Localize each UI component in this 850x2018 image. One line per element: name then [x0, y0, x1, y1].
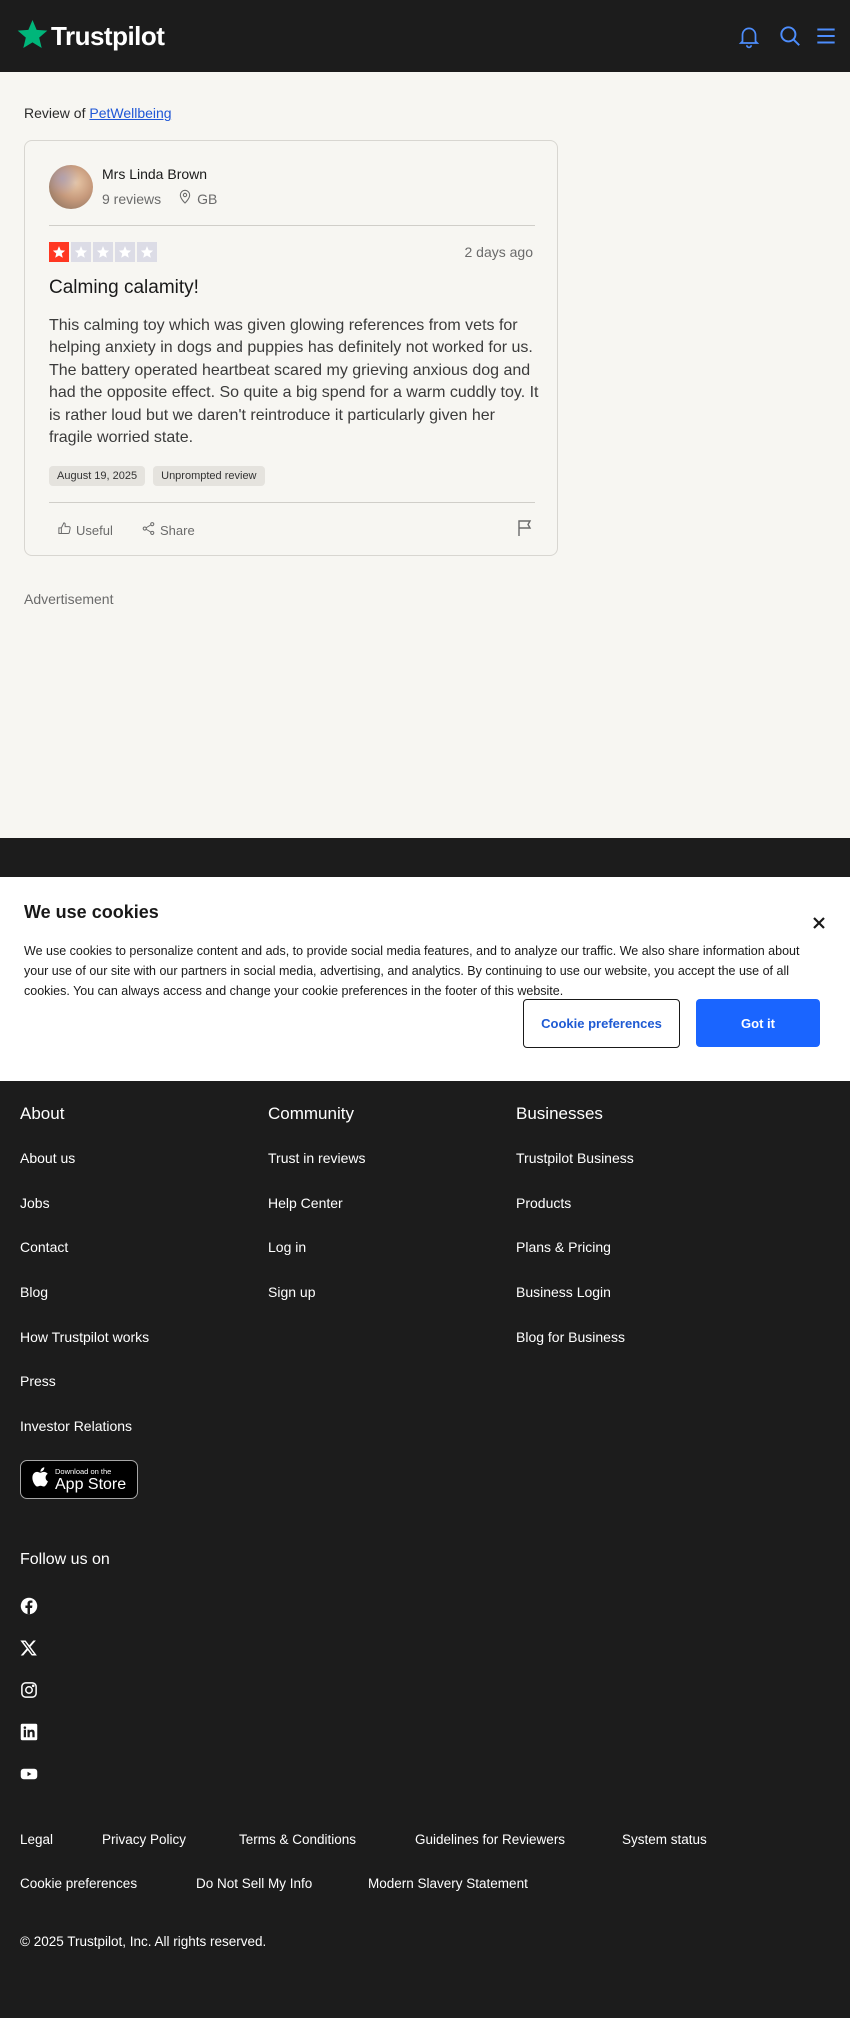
footer-link-business-login[interactable]: Business Login — [516, 1284, 611, 1300]
star-icon — [93, 242, 113, 262]
divider — [49, 502, 535, 503]
thumbs-up-icon — [57, 521, 76, 539]
review-title: Calming calamity! — [49, 277, 199, 298]
reviewer-location — [177, 189, 217, 208]
got-it-button[interactable]: Got it — [696, 999, 820, 1047]
flag-icon[interactable] — [517, 519, 533, 537]
cookie-preferences-button[interactable]: Cookie preferences — [523, 999, 680, 1048]
unprompted-review-chip[interactable]: Unprompted review — [153, 466, 264, 486]
search-icon[interactable] — [777, 23, 803, 49]
advertisement-label: Advertisement — [24, 591, 114, 607]
footer-cookie-preferences-link[interactable]: Cookie preferences — [20, 1876, 138, 1891]
footer-divider — [24, 1079, 389, 1081]
footer-do-not-sell-link[interactable]: Do Not Sell My Info — [196, 1876, 313, 1891]
site-header — [0, 0, 850, 72]
x-icon[interactable] — [20, 1639, 38, 1657]
cookie-text: We use cookies to personalize content and ads, to provide social media features, and to analyze our traffic. We also share information about your use of our site with our partners in social media, advertising, and analytics. By continuing to use our website, you accept the use of all cookies. You can always access and change your cookie preferences in the footer of this website. — [24, 944, 800, 998]
useful-label: Useful — [76, 522, 113, 538]
follow-us-title: Follow us on — [20, 1551, 110, 1568]
close-icon[interactable] — [812, 916, 826, 930]
main-content — [0, 72, 850, 838]
review-tags — [49, 466, 273, 486]
linkedin-icon[interactable] — [20, 1723, 38, 1741]
app-store-text — [55, 1467, 126, 1493]
footer-link-products[interactable]: Products — [516, 1195, 572, 1211]
apple-icon — [21, 1467, 55, 1492]
app-store-small-text: Download on the — [55, 1466, 112, 1476]
footer-link-trustpilot-business[interactable]: Trustpilot Business — [516, 1150, 634, 1166]
footer-link-jobs[interactable]: Jobs — [20, 1195, 50, 1211]
reviewer-name[interactable]: Mrs Linda Brown — [102, 166, 208, 182]
review-card — [24, 140, 558, 556]
review-body: This calming toy which was given glowing references from vets for helping anxiety in dogs and puppies has definitely not worked for us. The battery operated heartbeat scared my grieving anxious dog and had the opposite effect. So quite a big spend for a warm cuddly toy. It is rather loud but we daren't reintroduce it particularly given her fragile worried state. — [49, 317, 539, 447]
cookie-title: We use cookies — [24, 902, 159, 922]
star-icon — [115, 242, 135, 262]
trustpilot-logo[interactable] — [16, 18, 164, 55]
footer-link-plans-pricing[interactable]: Plans & Pricing — [516, 1239, 611, 1255]
footer-link-contact[interactable]: Contact — [20, 1239, 69, 1255]
footer-terms-link[interactable]: Terms & Conditions — [239, 1832, 357, 1847]
star-rating — [49, 242, 159, 262]
cookie-banner — [0, 877, 850, 1081]
menu-icon[interactable] — [813, 23, 839, 49]
footer-link-how-trustpilot-works[interactable]: How Trustpilot works — [20, 1329, 150, 1345]
youtube-icon[interactable] — [20, 1765, 38, 1783]
reviews-count: 9 reviews — [102, 190, 162, 207]
app-store-badge[interactable] — [20, 1460, 138, 1499]
app-store-big-text: App Store — [55, 1475, 127, 1493]
avatar[interactable] — [49, 165, 93, 209]
business-link[interactable]: PetWellbeing — [89, 105, 172, 121]
star-icon — [49, 242, 69, 262]
footer-guidelines-link[interactable]: Guidelines for Reviewers — [415, 1832, 566, 1847]
footer-modern-slavery-link[interactable]: Modern Slavery Statement — [368, 1876, 528, 1891]
footer-link-investor-relations[interactable]: Investor Relations — [20, 1418, 133, 1434]
copyright: © 2025 Trustpilot, Inc. All rights reserved. — [20, 1934, 267, 1949]
footer-link-sign-up[interactable]: Sign up — [268, 1284, 316, 1300]
country-code: GB — [197, 190, 218, 207]
footer-legal-link[interactable]: Legal — [20, 1832, 54, 1847]
review-of-prefix: Review of — [24, 105, 86, 121]
footer-system-status-link[interactable]: System status — [622, 1832, 707, 1847]
useful-button[interactable] — [57, 521, 113, 539]
divider — [49, 225, 535, 226]
star-icon — [71, 242, 91, 262]
instagram-icon[interactable] — [20, 1681, 38, 1699]
footer-about-title: About — [20, 1104, 65, 1123]
share-button[interactable] — [141, 521, 195, 539]
footer-community-title: Community — [268, 1104, 354, 1123]
footer-businesses-title: Businesses — [516, 1104, 603, 1123]
footer-link-about-us[interactable]: About us — [20, 1150, 76, 1166]
trustpilot-star-icon — [16, 18, 49, 55]
location-pin-icon — [177, 189, 197, 208]
footer-link-trust-in-reviews[interactable]: Trust in reviews — [268, 1150, 366, 1166]
logo-text: Trustpilot — [51, 21, 165, 51]
footer-link-help-center[interactable]: Help Center — [268, 1195, 343, 1211]
footer-link-blog-for-business[interactable]: Blog for Business — [516, 1329, 625, 1345]
share-label: Share — [160, 522, 195, 538]
reviewer-meta — [102, 189, 217, 208]
share-icon — [141, 521, 160, 539]
footer-link-blog[interactable]: Blog — [20, 1284, 49, 1300]
star-icon — [137, 242, 157, 262]
review-of — [24, 105, 172, 121]
footer-link-press[interactable]: Press — [20, 1373, 56, 1389]
facebook-icon[interactable] — [20, 1597, 38, 1615]
bell-icon[interactable] — [736, 23, 762, 49]
date-of-experience-chip: August 19, 2025 — [49, 466, 145, 486]
footer-privacy-policy-link[interactable]: Privacy Policy — [102, 1832, 187, 1847]
review-relative-date: 2 days ago — [464, 244, 533, 260]
footer-link-log-in[interactable]: Log in — [268, 1239, 307, 1255]
